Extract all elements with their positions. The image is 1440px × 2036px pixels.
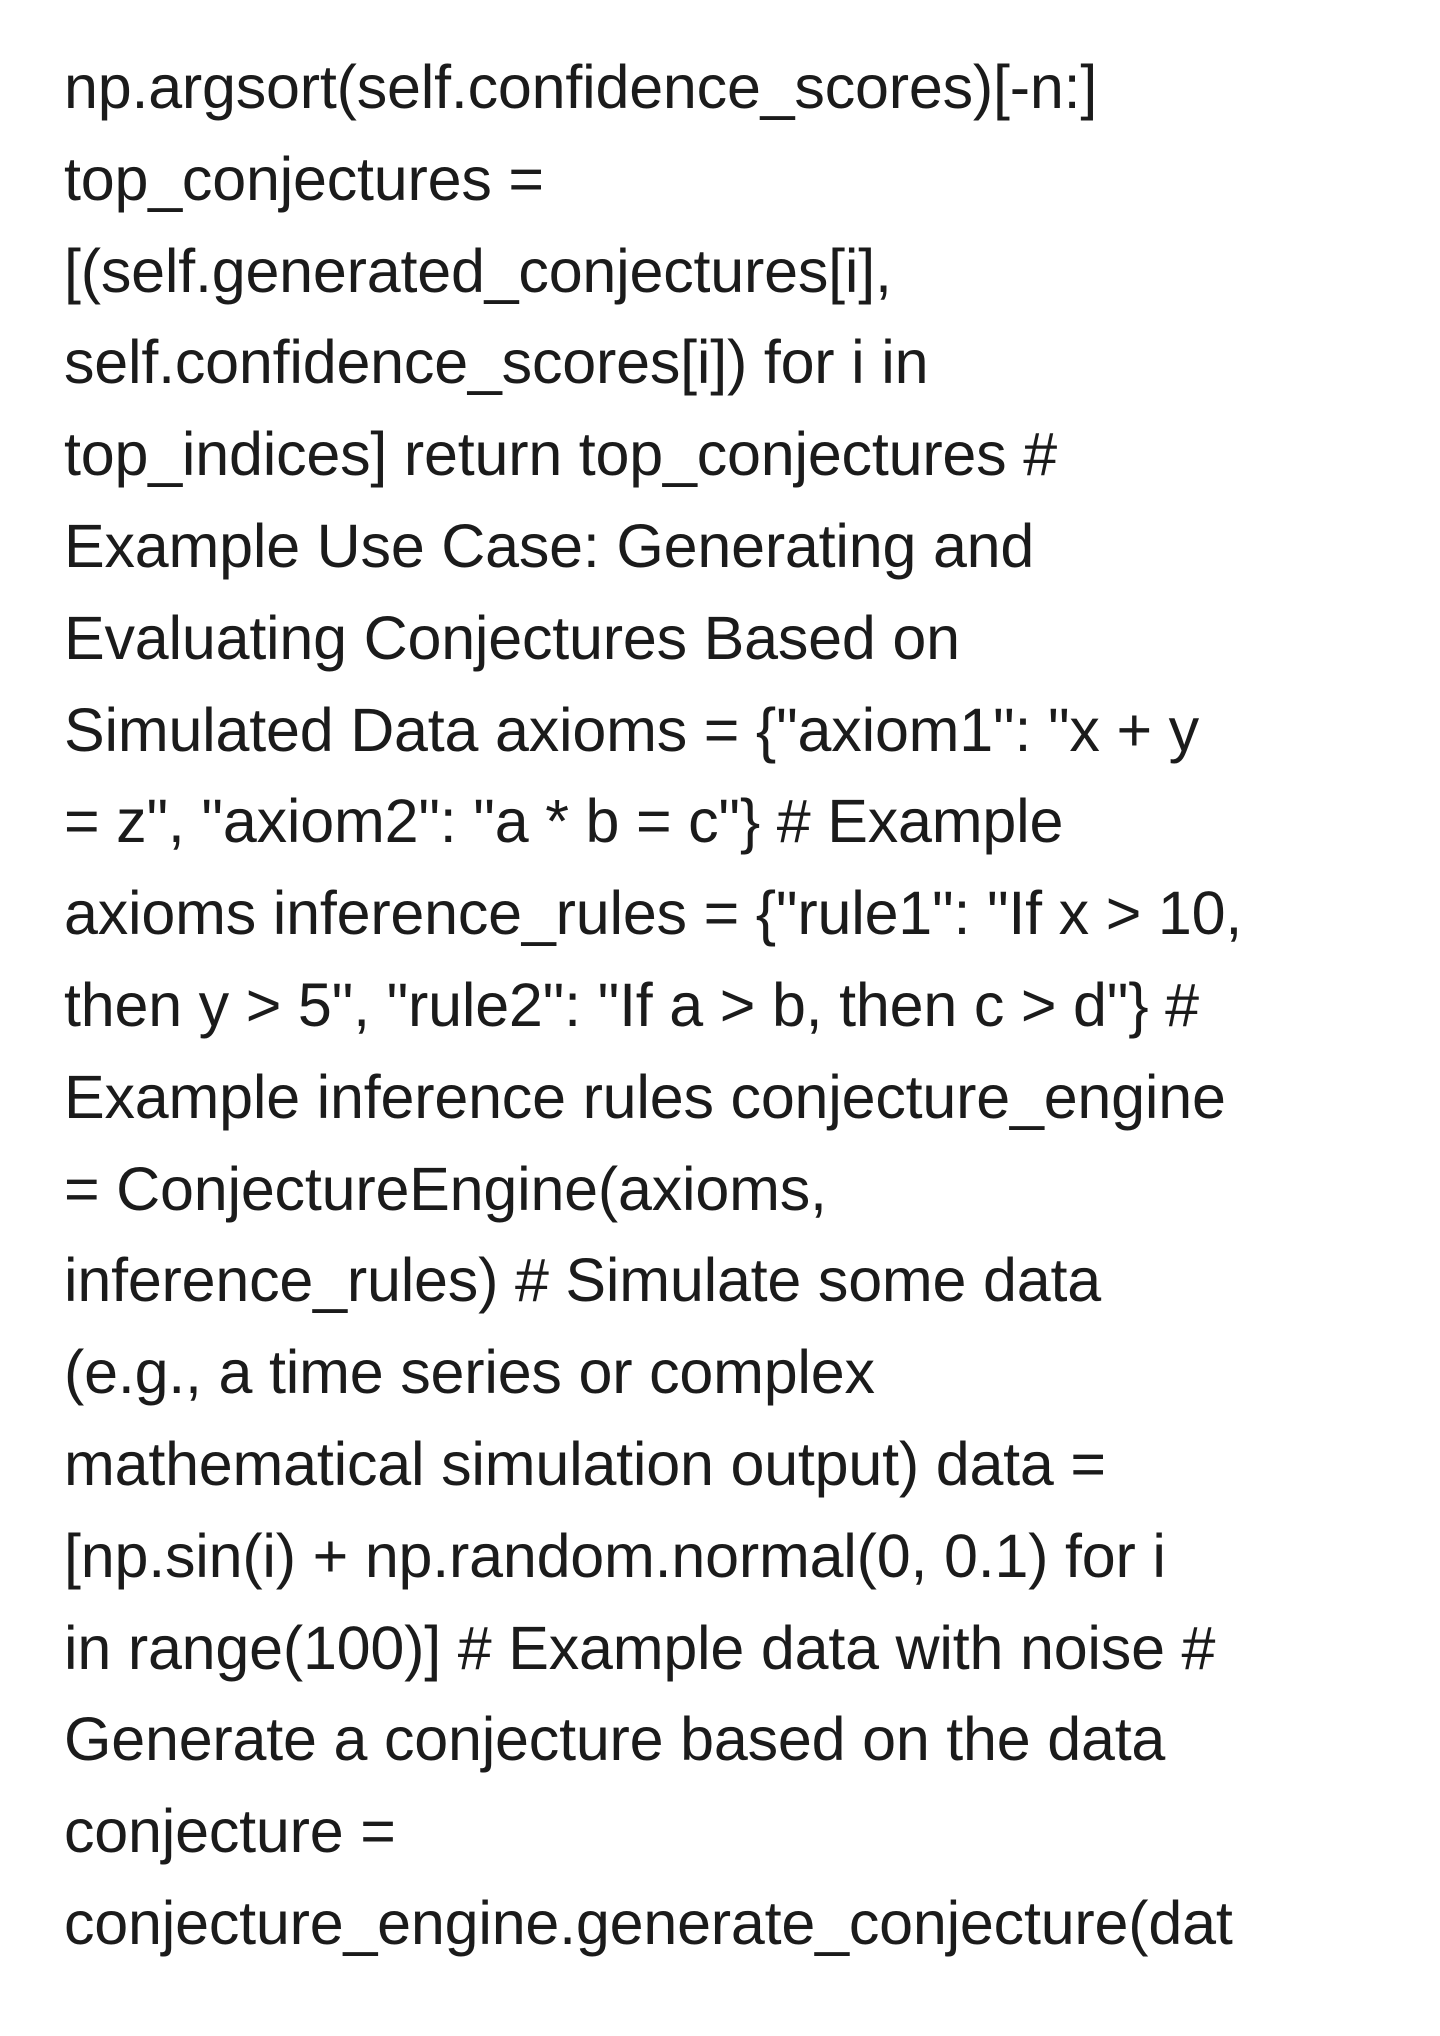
text-line: np.argsort(self.confidence_scores)[-n:] <box>64 53 1098 121</box>
text-line: self.confidence_scores[i]) for i in <box>64 328 929 397</box>
text-line: conjecture_engine.generate_conjecture(dat <box>64 1888 1233 1957</box>
text-line: axioms inference_rules = {"rule1": "If x > 10, <box>64 879 1243 948</box>
text-line: Example inference rules conjecture_engine <box>64 1062 1226 1131</box>
text-line: top_indices] return top_conjectures # <box>64 420 1057 489</box>
text-line: Evaluating Conjectures Based on <box>64 603 960 672</box>
text-line: = z", "axiom2": "a * b = c"} # Example <box>64 787 1064 856</box>
text-line: [np.sin(i) + np.random.normal(0, 0.1) for i <box>64 1521 1166 1590</box>
text-line: conjecture = <box>64 1797 396 1866</box>
text-line: = ConjectureEngine(axioms, <box>64 1154 827 1223</box>
text-line: then y > 5", "rule2": "If a > b, then c > d"} # <box>64 970 1199 1039</box>
text-line: [(self.generated_conjectures[i], <box>64 236 892 305</box>
text-line: Example Use Case: Generating and <box>64 511 1035 580</box>
text-line: top_conjectures = <box>64 144 544 213</box>
code-text-block <box>64 42 1440 1970</box>
text-line: mathematical simulation output) data = <box>64 1429 1106 1498</box>
text-line: (e.g., a time series or complex <box>64 1338 875 1407</box>
text-line: Generate a conjecture based on the data <box>64 1705 1166 1774</box>
text-line: inference_rules) # Simulate some data <box>64 1246 1101 1315</box>
text-line: in range(100)] # Example data with noise # <box>64 1613 1216 1682</box>
text-line: Simulated Data axioms = {"axiom1": "x + y <box>64 695 1199 764</box>
